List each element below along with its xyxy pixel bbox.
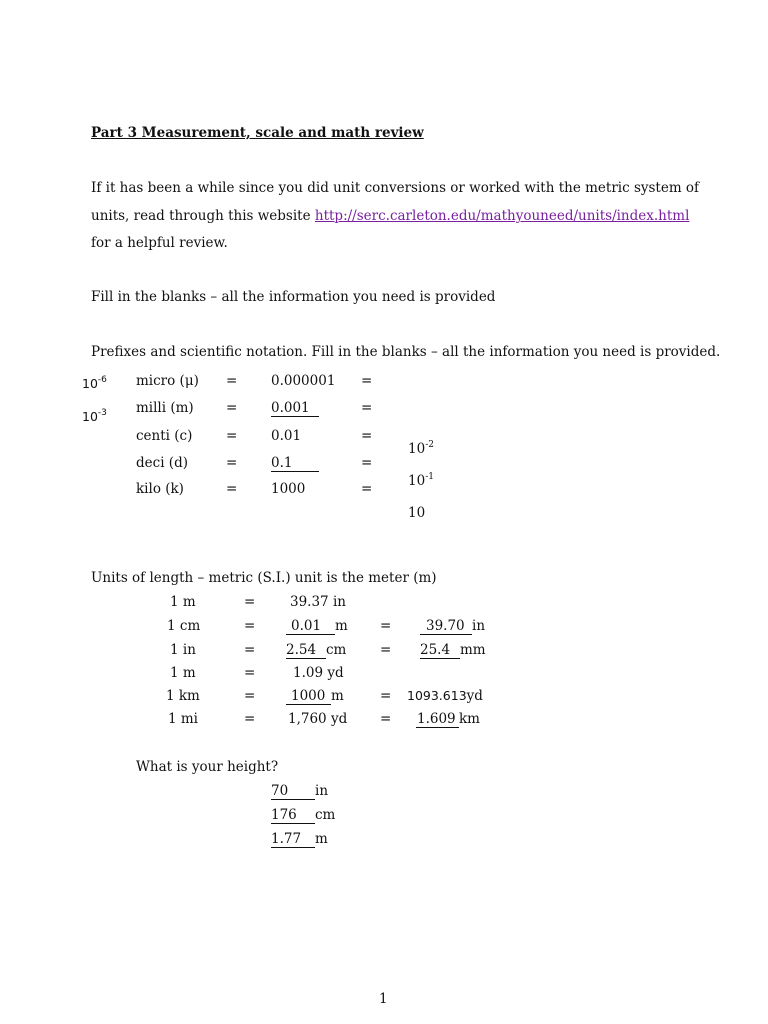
length-value: 39.37 in — [290, 594, 346, 610]
handwritten-exponent-milli: $10^{-3}$ — [82, 408, 107, 424]
length-unit: 1 km — [166, 688, 200, 704]
equals-sign: = — [361, 373, 373, 389]
equals-sign: = — [226, 428, 238, 444]
prefix-value-answer: 0.1 — [271, 454, 319, 472]
equals-sign: = — [380, 618, 392, 634]
length-answer: 1.609 km — [417, 711, 480, 727]
exponent-centi: $10^{-2}$ — [408, 440, 434, 457]
fill-in-note: Fill in the blanks – all the information you need is provided — [91, 289, 496, 305]
intro-line-3: for a helpful review. — [91, 235, 228, 251]
equals-sign: = — [380, 642, 392, 658]
length-heading: Units of length – metric (S.I.) unit is the meter (m) — [91, 570, 437, 586]
equals-sign: = — [361, 400, 373, 416]
equals-sign: = — [244, 688, 256, 704]
equals-sign: = — [226, 373, 238, 389]
length-answer-handwritten: 1093.613yd — [407, 688, 483, 704]
intro-line-2-text: units, read through this website — [91, 208, 315, 224]
prefix-value: 0.01 — [271, 428, 302, 444]
length-unit: 1 m — [170, 665, 196, 681]
length-answer: 25.4 mm — [420, 642, 486, 658]
length-answer: 39.70 in — [420, 617, 485, 635]
equals-sign: = — [361, 455, 373, 471]
equals-sign: = — [244, 618, 256, 634]
equals-sign: = — [226, 455, 238, 471]
equals-sign: = — [380, 688, 392, 704]
equals-sign: = — [361, 428, 373, 444]
page-title: Part 3 Measurement, scale and math review — [91, 125, 424, 141]
intro-line-1: If it has been a while since you did unit conversions or worked with the metric system of — [91, 180, 700, 196]
length-answer: 0.01 m — [286, 617, 348, 635]
height-answer-cm: 176 cm — [271, 807, 336, 823]
prefix-name: deci (d) — [136, 455, 188, 471]
equals-sign: = — [244, 642, 256, 658]
equals-sign: = — [244, 711, 256, 727]
prefix-name: milli (m) — [136, 400, 194, 416]
length-unit: 1 in — [170, 642, 196, 658]
length-unit: 1 m — [170, 594, 196, 610]
equals-sign: = — [226, 400, 238, 416]
equals-sign: = — [244, 594, 256, 610]
prefixes-heading: Prefixes and scientific notation. Fill in the blanks – all the information you need is provided. — [91, 344, 721, 360]
height-answer-m: 1.77 m — [271, 831, 328, 847]
prefix-name: kilo (k) — [136, 481, 184, 497]
height-answer-inches: 70 in — [271, 783, 329, 799]
length-value: 1.09 yd — [293, 665, 344, 681]
intro-line-2 — [91, 207, 689, 225]
length-value: 1,760 yd — [288, 711, 348, 727]
exponent-deci: $10^{-1}$ — [408, 472, 434, 489]
page-number: 1 — [379, 991, 388, 1007]
length-answer: 1000 m — [286, 687, 344, 705]
length-unit: 1 mi — [168, 711, 198, 727]
prefix-value: 1000 — [271, 481, 306, 497]
prefix-value-answer: 0.001 — [271, 399, 319, 417]
equals-sign: = — [380, 711, 392, 727]
height-question: What is your height? — [136, 759, 279, 775]
prefix-name: centi (c) — [136, 428, 193, 444]
prefix-value: 0.000001 — [271, 373, 336, 389]
equals-sign: = — [244, 665, 256, 681]
exponent-kilo: 10 — [408, 505, 426, 521]
handwritten-exponent-micro: $10^{-6}$ — [82, 375, 107, 391]
length-answer: 2.54 cm — [286, 642, 347, 658]
length-unit: 1 cm — [167, 618, 201, 634]
prefix-name: micro (μ) — [136, 373, 199, 389]
equals-sign: = — [361, 481, 373, 497]
equals-sign: = — [226, 481, 238, 497]
serc-website-link[interactable]: http://serc.carleton.edu/mathyouneed/units/index.html — [314, 208, 690, 224]
